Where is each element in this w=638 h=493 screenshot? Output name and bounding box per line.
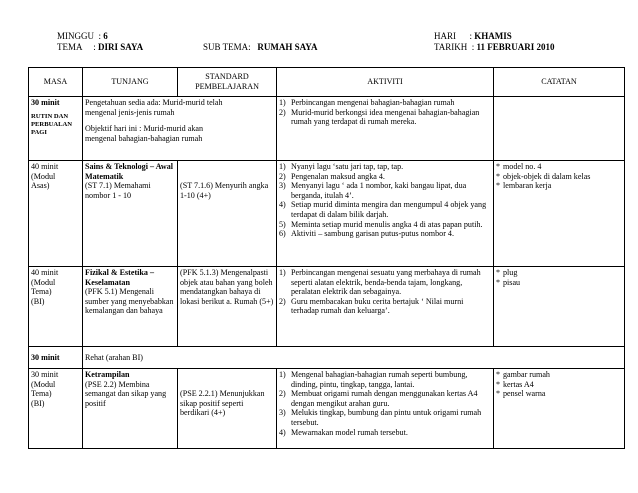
table-row <box>29 267 625 347</box>
list-item: 1) Perbincangan mengenai bahagian-bahagian rumah <box>279 98 455 107</box>
lesson-plan-table <box>28 67 625 449</box>
list-item: * objek-objek di dalam kelas <box>496 172 622 182</box>
rehat-label: Rehat (arahan BI) <box>85 352 143 362</box>
col-standard: STANDARD PEMBELAJARAN <box>178 68 277 97</box>
aktiviti-list <box>279 370 491 437</box>
subtema-value: RUMAH SAYA <box>257 42 318 52</box>
list-item: * gambar rumah <box>496 370 622 380</box>
list-item: 1) Nyanyi lagu ‘satu jari tap, tap, tap. <box>279 162 404 171</box>
list-item: 5) Meminta setiap murid menulis angka 4 di atas papan putih. <box>279 219 483 229</box>
masa-cell: 30 minit <box>31 352 60 362</box>
hari-line: HARI : KHAMIS <box>434 31 512 41</box>
standard-cell: (ST 7.1.6) Menyurih angka 1-10 (4+) <box>180 181 269 200</box>
tunjang-body: (PFK 5.1) Mengenali sumber yang menyebabkan kemalangan dan bahaya <box>85 287 174 316</box>
table-row <box>29 369 625 449</box>
col-catatan: CATATAN <box>494 68 625 97</box>
list-item: * model no. 4 <box>496 162 622 172</box>
list-item: 1) Mengenal bahagian-bahagian rumah seperti bumbung, dinding, pintu, tingkap, tangga, lantai. <box>279 370 468 389</box>
catatan-list <box>496 268 622 287</box>
list-item: * pisau <box>496 278 622 288</box>
masa-cell: 40 minit (Modul Tema) (BI) <box>31 268 59 306</box>
tema-value: DIRI SAYA <box>98 42 144 52</box>
tunjang-title: Ketrampilan <box>85 370 130 379</box>
tarikh-line: TARIKH : 11 FEBRUARI 2010 <box>434 42 555 52</box>
list-item: 6) Aktiviti – sambung garisan putus-putus nombor 4. <box>279 229 454 239</box>
catatan-list <box>496 370 622 399</box>
minggu-line: MINGGU : 6 <box>57 31 108 41</box>
aktiviti-list <box>279 162 491 239</box>
table-row <box>29 161 625 267</box>
tema-line: TEMA : DIRI SAYA <box>57 42 144 52</box>
tunjang-title: Sains & Teknologi – Awal Matematik <box>85 162 174 181</box>
list-item: 2) Membuat origami rumah dengan menggunakan kertas A4 dengan mengikut arahan guru. <box>279 389 478 408</box>
list-item: 3) Menyanyi lagu ‘ ada 1 nombor, kaki bangau lipat, dua berganda, itulah 4’. <box>279 181 467 200</box>
list-item: 4) Mewarnakan model rumah tersebut. <box>279 427 408 437</box>
masa-note: RUTIN DAN PERBUALAN PAGI <box>31 112 73 136</box>
list-item: 2) Murid-murid berkongsi idea mengenai bahagian-bahagian rumah yang terdapat di rumah mereka. <box>279 107 480 127</box>
list-item: 2) Guru membacakan buku cerita bertajuk ‘ Nilai murni terhadap rumah dan keluarga’. <box>279 296 464 316</box>
col-tunjang: TUNJANG <box>83 68 178 97</box>
aktiviti-list <box>279 268 491 316</box>
tarikh-value: 11 FEBRUARI 2010 <box>476 42 555 52</box>
list-item: 4) Setiap murid diminta mengira dan mengumpul 4 objek yang terdapat di dalam bilik darjah. <box>279 200 487 219</box>
subtema-line: SUB TEMA: RUMAH SAYA <box>203 42 318 52</box>
pengetahuan-sedia-ada: Pengetahuan sedia ada: Murid-murid telah mengenal jenis-jenis rumah <box>85 98 223 117</box>
masa-cell: 30 minit <box>31 98 60 107</box>
aktiviti-list <box>279 98 491 127</box>
list-item: 1) Perbincangan mengenai sesuatu yang merbahaya di rumah seperti alatan elektrik, benda-benda tajam, longkang, peralatan elektrik dan sebagainya. <box>279 268 481 297</box>
list-item: 2) Pengenalan maksud angka 4. <box>279 171 385 181</box>
col-masa: MASA <box>29 68 83 97</box>
table-header-row <box>29 68 625 97</box>
tunjang-title: Fizikal & Estetika – Keselamatan <box>85 268 155 287</box>
table-row <box>29 347 625 369</box>
tunjang-body: (ST 7.1) Memahami nombor 1 - 10 <box>85 181 151 200</box>
standard-cell: (PSE 2.2.1) Menunjukkan sikap positif seperti berdikari (4+) <box>180 389 265 418</box>
table-row <box>29 97 625 161</box>
list-item: 3) Melukis tingkap, bumbung dan pintu untuk origami rumah tersebut. <box>279 408 482 427</box>
list-item: * lembaran kerja <box>496 181 622 191</box>
tunjang-body: (PSE 2.2) Membina semangat dan sikap yang positif <box>85 379 167 408</box>
objektif-hari-ini: Objektif hari ini : Murid-murid akan mengenal bahagian-bahagian rumah <box>85 124 204 143</box>
list-item: * plug <box>496 268 622 278</box>
masa-cell: 30 minit (Modul Tema) (BI) <box>31 370 59 408</box>
list-item: * pensel warna <box>496 389 622 399</box>
minggu-value: 6 <box>103 31 108 41</box>
standard-cell: (PFK 5.1.3) Mengenalpasti objek atau bahan yang boleh mendatangkan bahaya di lokasi berikut a. Rumah (5+) <box>180 268 274 306</box>
hari-value: KHAMIS <box>474 31 512 41</box>
masa-cell: 40 minit (Modul Asas) <box>31 162 59 191</box>
catatan-list <box>496 162 622 191</box>
list-item: * kertas A4 <box>496 380 622 390</box>
col-aktiviti: AKTIVITI <box>277 68 494 97</box>
